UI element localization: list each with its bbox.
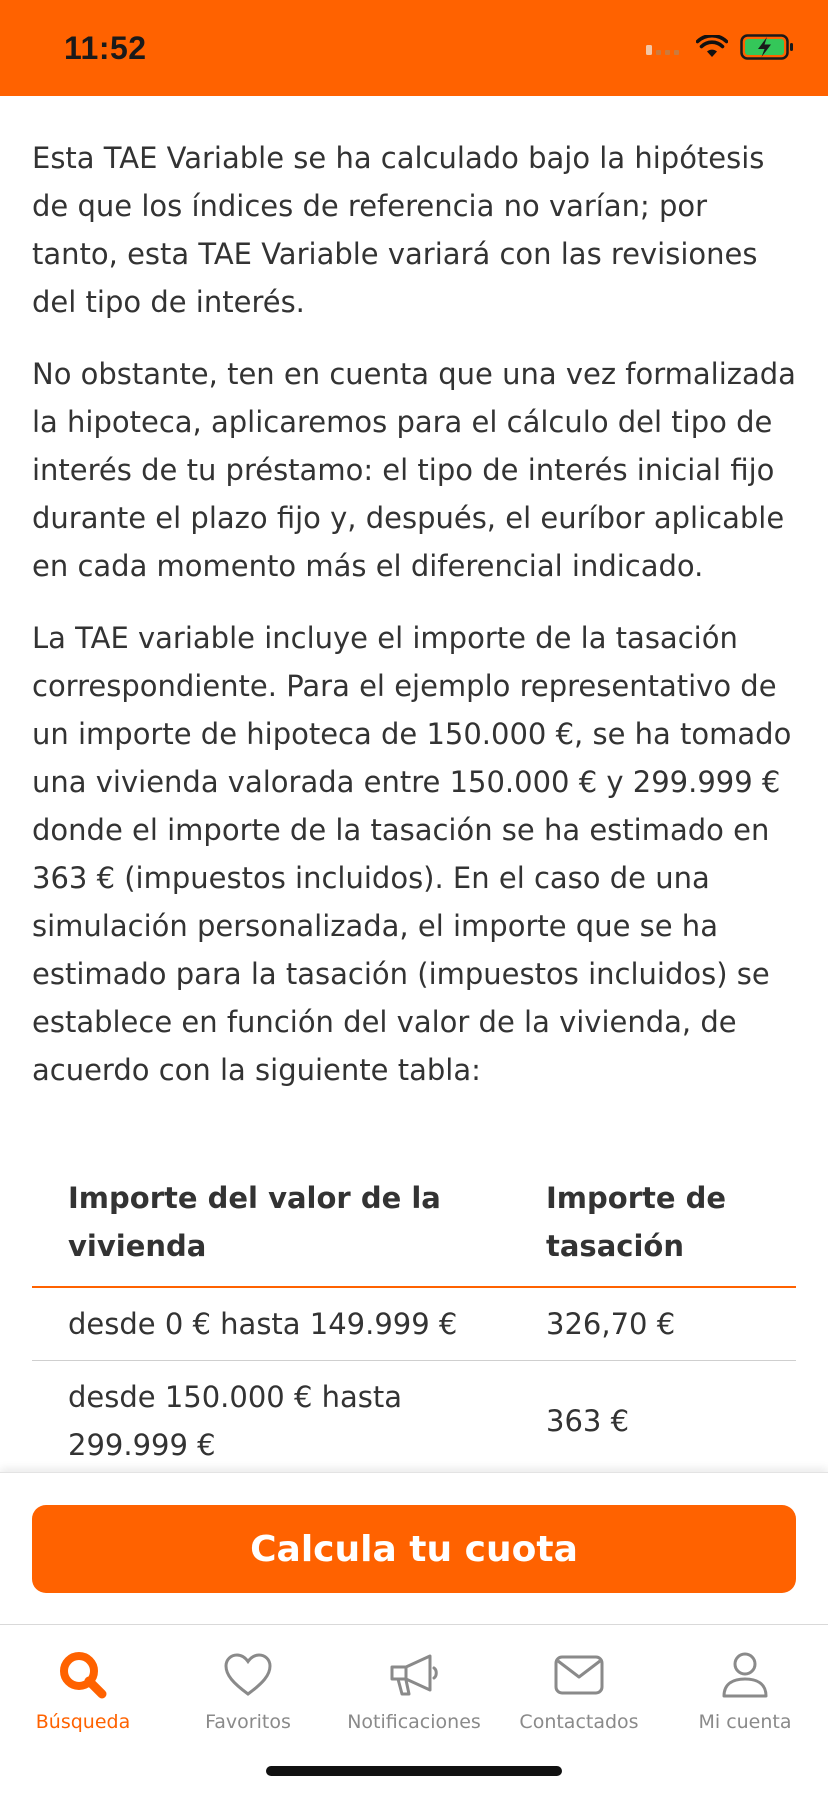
tab-label: Mi cuenta bbox=[698, 1711, 792, 1733]
wifi-icon bbox=[696, 35, 728, 63]
battery-icon bbox=[740, 34, 794, 64]
paragraph-tae-variable: Esta TAE Variable se ha calculado bajo la hipótesis de que los índices de referencia no varían; por tanto, esta TAE Variable variará con las revisiones del tipo de interés. bbox=[32, 141, 765, 319]
table-cell-range: desde 150.000 € hasta 299.999 € bbox=[32, 1361, 510, 1473]
tab-my-account[interactable] bbox=[662, 1647, 828, 1733]
status-icons bbox=[646, 34, 794, 64]
envelope-icon bbox=[551, 1647, 607, 1703]
cellular-signal-icon bbox=[646, 40, 684, 59]
tab-contacted[interactable] bbox=[496, 1647, 662, 1733]
paragraph-interest-calculation: No obstante, ten en cuenta que una vez formalizada la hipoteca, aplicaremos para el cálculo del tipo de interés de tu préstamo: el tipo de interés inicial fijo durante el plazo fijo y, después, el euríbor aplicable en cada momento más el diferencial indicado. bbox=[32, 357, 796, 583]
tab-notifications[interactable] bbox=[331, 1647, 497, 1733]
search-icon bbox=[55, 1647, 111, 1703]
table-header-valuation-amount: Importe de tasación bbox=[510, 1162, 796, 1287]
table-header-row bbox=[32, 1162, 796, 1287]
legal-info-content[interactable] bbox=[32, 134, 798, 1472]
tab-search[interactable] bbox=[0, 1647, 166, 1733]
valuation-fee-table bbox=[32, 1162, 796, 1472]
table-header-property-value: Importe del valor de la vivienda bbox=[32, 1162, 510, 1287]
table-cell-range: desde 0 € hasta 149.999 € bbox=[32, 1287, 510, 1361]
tab-label: Notificaciones bbox=[347, 1711, 481, 1733]
tab-favorites[interactable] bbox=[165, 1647, 331, 1733]
tab-label: Contactados bbox=[519, 1711, 639, 1733]
status-bar bbox=[0, 0, 828, 96]
table-row bbox=[32, 1361, 796, 1473]
heart-icon bbox=[220, 1647, 276, 1703]
table-row bbox=[32, 1287, 796, 1361]
cta-panel bbox=[0, 1472, 828, 1625]
table-cell-amount: 363 € bbox=[510, 1361, 796, 1473]
tab-label: Búsqueda bbox=[35, 1711, 131, 1733]
paragraph-valuation: La TAE variable incluye el importe de la tasación correspondiente. Para el ejemplo representativo de un importe de hipoteca de 150.000 €, se ha tomado una vivienda valorada entre 150.000 € y 299.999 € donde el importe de la tasación se ha estimado en 363 € (impuestos incluidos). En el caso de una simulación personalizada, el importe que se ha estimado para la tasación (impuestos incluidos) se establece en función del valor de la vivienda, de acuerdo con la siguiente tabla: bbox=[32, 621, 792, 1087]
calculate-payment-button[interactable]: Calcula tu cuota bbox=[32, 1505, 796, 1593]
user-icon bbox=[717, 1647, 773, 1703]
home-indicator[interactable] bbox=[266, 1766, 562, 1776]
tab-label: Favoritos bbox=[205, 1711, 291, 1733]
table-cell-amount: 326,70 € bbox=[510, 1287, 796, 1361]
status-time: 11:52 bbox=[64, 30, 147, 66]
megaphone-icon bbox=[386, 1647, 442, 1703]
